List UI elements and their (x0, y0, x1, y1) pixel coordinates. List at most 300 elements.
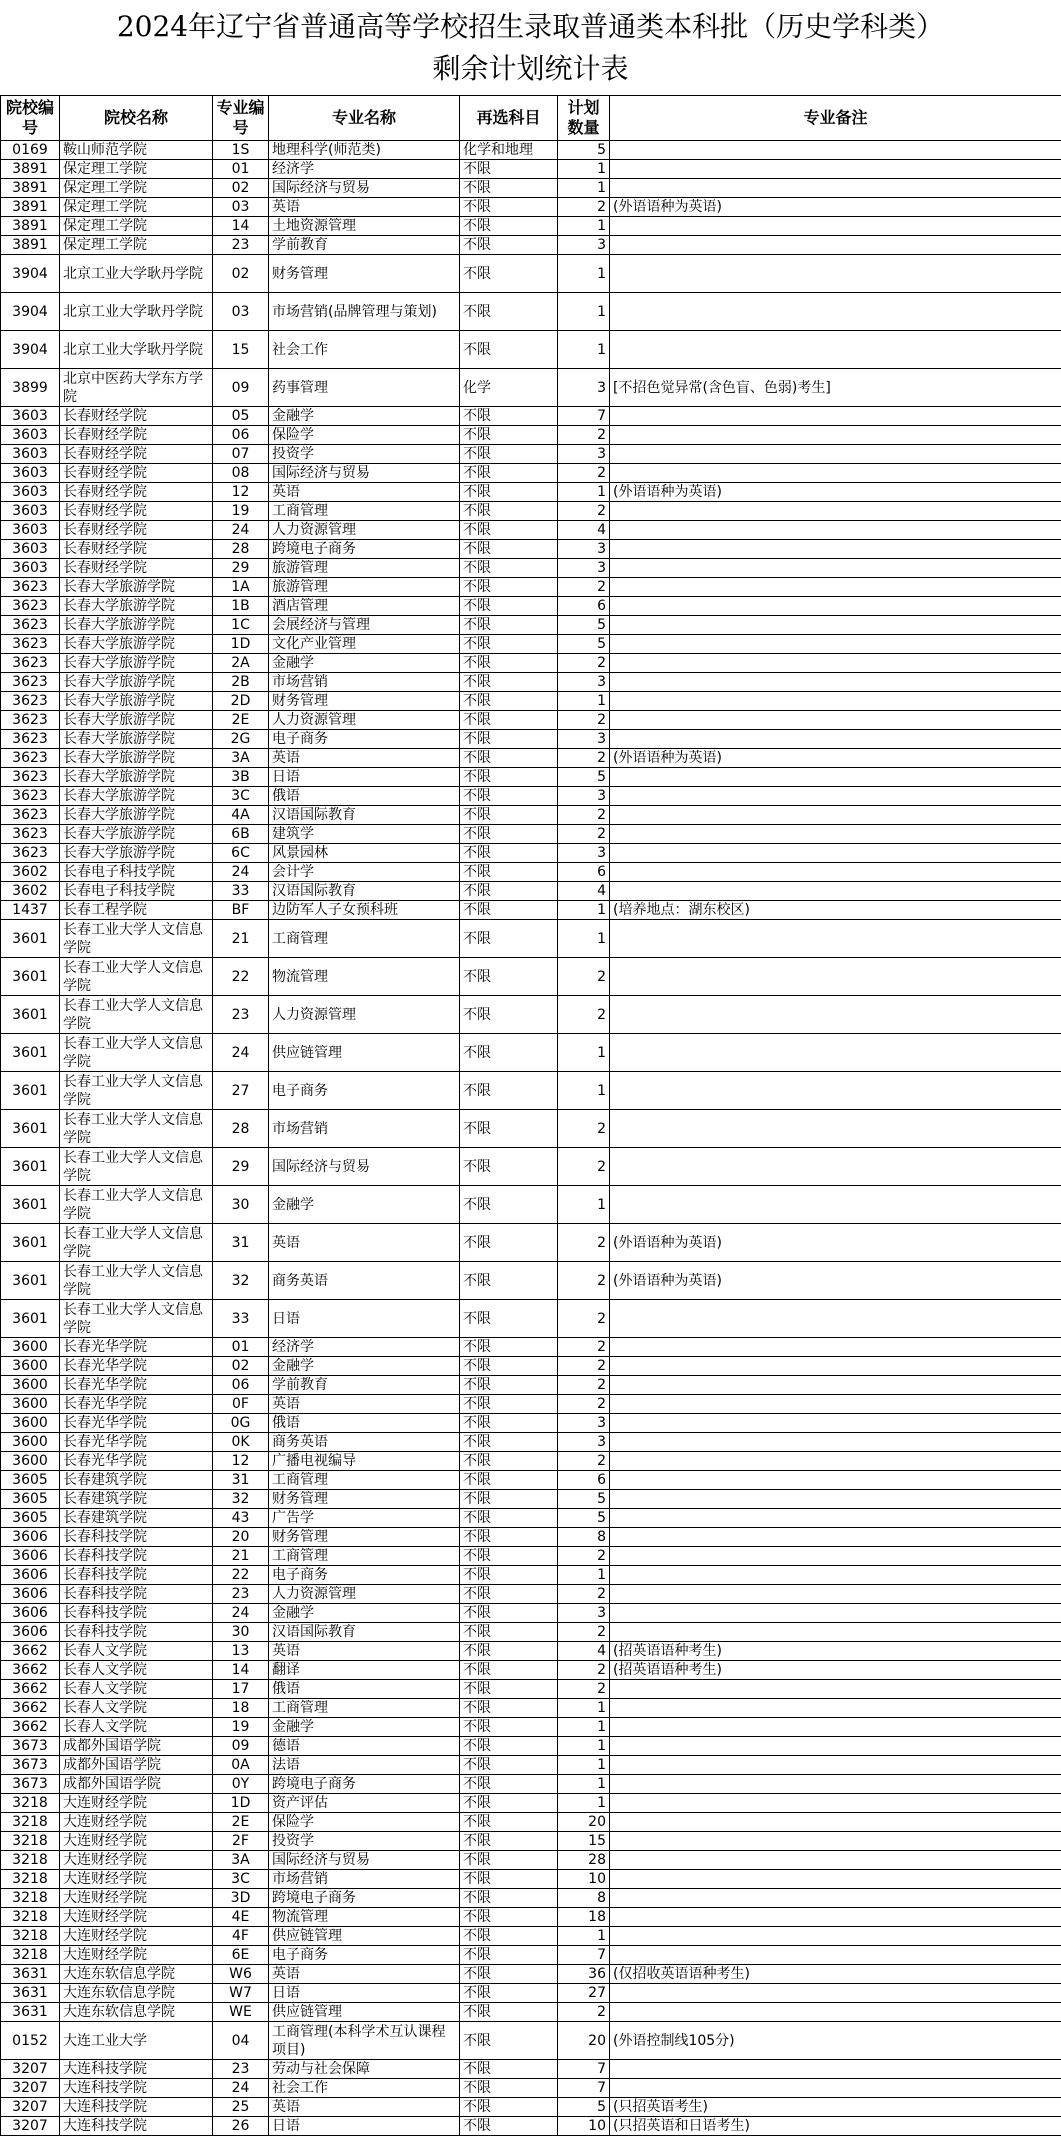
school-code-cell: 3623 (1, 768, 60, 787)
major-code-cell: 0K (213, 1433, 269, 1452)
school-name-cell: 长春科技学院 (60, 1566, 213, 1585)
remark-cell (610, 711, 1061, 730)
remark-cell (610, 2003, 1061, 2022)
remark-cell (610, 1148, 1061, 1186)
school-code-cell: 3600 (1, 1338, 60, 1357)
plan-count-cell: 3 (558, 559, 610, 578)
major-code-cell: 07 (213, 445, 269, 464)
school-name-cell: 长春工业大学人文信息学院 (60, 920, 213, 958)
major-name-cell: 边防军人子女预科班 (269, 901, 460, 920)
major-code-cell: 06 (213, 1376, 269, 1395)
school-code-cell: 3218 (1, 1832, 60, 1851)
school-name-cell: 成都外国语学院 (60, 1756, 213, 1775)
major-name-cell: 英语 (269, 1395, 460, 1414)
remark-cell (610, 787, 1061, 806)
table-row (1, 1756, 1061, 1775)
school-name-cell: 长春人文学院 (60, 1718, 213, 1737)
subject-cell: 不限 (460, 1490, 558, 1509)
table-row (1, 1604, 1061, 1623)
subject-cell: 不限 (460, 255, 558, 293)
remark-cell (610, 578, 1061, 597)
remark-cell (610, 1775, 1061, 1794)
subject-cell: 不限 (460, 1623, 558, 1642)
school-name-cell: 大连财经学院 (60, 1927, 213, 1946)
major-name-cell: 工商管理(本科学术互认课程项目) (269, 2022, 460, 2060)
major-code-cell: 1B (213, 597, 269, 616)
plan-count-cell: 1 (558, 1034, 610, 1072)
plan-count-cell: 5 (558, 635, 610, 654)
school-name-cell: 长春大学旅游学院 (60, 787, 213, 806)
school-code-cell: 3891 (1, 217, 60, 236)
subject-cell: 不限 (460, 483, 558, 502)
major-code-cell: 24 (213, 2079, 269, 2098)
subject-cell: 不限 (460, 198, 558, 217)
remark-cell: (外语语种为英语) (610, 198, 1061, 217)
remark-cell: (外语语种为英语) (610, 1224, 1061, 1262)
subject-cell: 不限 (460, 882, 558, 901)
remark-cell: (只招英语考生) (610, 2098, 1061, 2117)
plan-count-cell: 3 (558, 1604, 610, 1623)
school-code-cell: 3623 (1, 787, 60, 806)
subject-cell: 不限 (460, 1186, 558, 1224)
remark-cell (610, 654, 1061, 673)
remark-cell (610, 635, 1061, 654)
major-code-cell: 01 (213, 160, 269, 179)
school-name-cell: 大连财经学院 (60, 1851, 213, 1870)
major-code-cell: 24 (213, 1034, 269, 1072)
major-name-cell: 广告学 (269, 1509, 460, 1528)
school-name-cell: 长春财经学院 (60, 407, 213, 426)
major-name-cell: 旅游管理 (269, 578, 460, 597)
major-name-cell: 金融学 (269, 1604, 460, 1623)
remark-cell (610, 445, 1061, 464)
major-code-cell: 09 (213, 369, 269, 407)
plan-count-cell: 6 (558, 597, 610, 616)
major-code-cell: 29 (213, 559, 269, 578)
school-code-cell: 3601 (1, 1110, 60, 1148)
school-name-cell: 长春工业大学人文信息学院 (60, 1300, 213, 1338)
school-code-cell: 3662 (1, 1699, 60, 1718)
major-code-cell: 2D (213, 692, 269, 711)
plan-count-cell: 2 (558, 825, 610, 844)
major-name-cell: 汉语国际教育 (269, 882, 460, 901)
remark-cell: (招英语语种考生) (610, 1642, 1061, 1661)
plan-count-cell: 27 (558, 1984, 610, 2003)
school-code-cell: 3623 (1, 730, 60, 749)
school-name-cell: 大连财经学院 (60, 1908, 213, 1927)
school-code-cell: 3631 (1, 2003, 60, 2022)
major-code-cell: 33 (213, 882, 269, 901)
table-row (1, 1737, 1061, 1756)
major-name-cell: 供应链管理 (269, 1927, 460, 1946)
subject-cell: 不限 (460, 1927, 558, 1946)
subject-cell: 不限 (460, 2117, 558, 2136)
school-name-cell: 长春人文学院 (60, 1661, 213, 1680)
major-code-cell: 2G (213, 730, 269, 749)
school-code-cell: 3603 (1, 445, 60, 464)
header-major-code: 专业编号 (213, 96, 269, 141)
subject-cell: 不限 (460, 578, 558, 597)
school-code-cell: 3207 (1, 2079, 60, 2098)
school-name-cell: 长春财经学院 (60, 483, 213, 502)
subject-cell: 不限 (460, 2098, 558, 2117)
school-name-cell: 大连东软信息学院 (60, 1965, 213, 1984)
remark-cell (610, 293, 1061, 331)
remark-cell (610, 1794, 1061, 1813)
table-row (1, 901, 1061, 920)
major-name-cell: 英语 (269, 749, 460, 768)
major-name-cell: 物流管理 (269, 958, 460, 996)
school-name-cell: 大连财经学院 (60, 1794, 213, 1813)
table-body (1, 141, 1061, 2136)
school-name-cell: 长春光华学院 (60, 1376, 213, 1395)
table-row (1, 1471, 1061, 1490)
remark-cell (610, 1623, 1061, 1642)
subject-cell: 不限 (460, 1262, 558, 1300)
major-name-cell: 物流管理 (269, 1908, 460, 1927)
plan-count-cell: 1 (558, 483, 610, 502)
major-name-cell: 供应链管理 (269, 1034, 460, 1072)
school-code-cell: 3603 (1, 559, 60, 578)
school-code-cell: 3601 (1, 1224, 60, 1262)
remark-cell (610, 1718, 1061, 1737)
school-code-cell: 3606 (1, 1604, 60, 1623)
remark-cell (610, 2060, 1061, 2079)
remark-cell (610, 730, 1061, 749)
major-code-cell: 2E (213, 1813, 269, 1832)
major-code-cell: 24 (213, 521, 269, 540)
plan-count-cell: 3 (558, 236, 610, 255)
major-code-cell: 0G (213, 1414, 269, 1433)
school-name-cell: 长春科技学院 (60, 1547, 213, 1566)
table-row (1, 1680, 1061, 1699)
major-name-cell: 商务英语 (269, 1262, 460, 1300)
major-code-cell: 18 (213, 1699, 269, 1718)
table-row (1, 1832, 1061, 1851)
subject-cell: 不限 (460, 1737, 558, 1756)
school-code-cell: 3207 (1, 2098, 60, 2117)
remark-cell: (外语语种为英语) (610, 749, 1061, 768)
school-code-cell: 3600 (1, 1376, 60, 1395)
subject-cell: 不限 (460, 711, 558, 730)
school-code-cell: 3603 (1, 407, 60, 426)
school-code-cell: 3891 (1, 179, 60, 198)
plan-count-cell: 1 (558, 1775, 610, 1794)
table-row (1, 1623, 1061, 1642)
subject-cell: 不限 (460, 1357, 558, 1376)
plan-count-cell: 1 (558, 1072, 610, 1110)
title-line-1: 2024年辽宁省普通高等学校招生录取普通类本科批（历史学科类） (116, 10, 945, 43)
school-code-cell: 3606 (1, 1623, 60, 1642)
header-school-code: 院校编号 (1, 96, 60, 141)
plan-count-cell: 1 (558, 1186, 610, 1224)
major-code-cell: 21 (213, 920, 269, 958)
remark-cell (610, 1338, 1061, 1357)
major-code-cell: 32 (213, 1262, 269, 1300)
plan-count-cell: 2 (558, 1585, 610, 1604)
header-major-name: 专业名称 (269, 96, 460, 141)
school-name-cell: 长春财经学院 (60, 464, 213, 483)
table-row (1, 711, 1061, 730)
remark-cell (610, 1300, 1061, 1338)
major-name-cell: 会展经济与管理 (269, 616, 460, 635)
table-row (1, 844, 1061, 863)
major-name-cell: 跨境电子商务 (269, 540, 460, 559)
major-name-cell: 人力资源管理 (269, 1585, 460, 1604)
subject-cell: 不限 (460, 787, 558, 806)
remark-cell (610, 1756, 1061, 1775)
school-code-cell: 3673 (1, 1775, 60, 1794)
major-name-cell: 人力资源管理 (269, 996, 460, 1034)
major-code-cell: 31 (213, 1224, 269, 1262)
major-name-cell: 财务管理 (269, 692, 460, 711)
remark-cell (610, 1547, 1061, 1566)
table-row (1, 1395, 1061, 1414)
major-name-cell: 金融学 (269, 654, 460, 673)
table-row (1, 2022, 1061, 2060)
major-name-cell: 投资学 (269, 445, 460, 464)
plan-count-cell: 10 (558, 2117, 610, 2136)
plan-count-cell: 4 (558, 1642, 610, 1661)
subject-cell: 不限 (460, 1300, 558, 1338)
major-name-cell: 俄语 (269, 1680, 460, 1699)
school-name-cell: 长春大学旅游学院 (60, 730, 213, 749)
major-code-cell: 03 (213, 198, 269, 217)
major-code-cell: 24 (213, 863, 269, 882)
table-row (1, 1357, 1061, 1376)
table-row (1, 217, 1061, 236)
subject-cell: 不限 (460, 863, 558, 882)
plan-count-cell: 7 (558, 2060, 610, 2079)
table-row (1, 293, 1061, 331)
major-name-cell: 金融学 (269, 1357, 460, 1376)
table-row (1, 787, 1061, 806)
major-name-cell: 保险学 (269, 1813, 460, 1832)
remark-cell (610, 863, 1061, 882)
major-code-cell: 4A (213, 806, 269, 825)
major-code-cell: 3A (213, 1851, 269, 1870)
school-code-cell: 3602 (1, 863, 60, 882)
table-row (1, 1072, 1061, 1110)
plan-count-cell: 1 (558, 1927, 610, 1946)
table-row (1, 2098, 1061, 2117)
major-code-cell: 2E (213, 711, 269, 730)
remark-cell (610, 616, 1061, 635)
school-code-cell: 3623 (1, 654, 60, 673)
remark-cell (610, 1737, 1061, 1756)
plan-count-cell: 2 (558, 198, 610, 217)
table-row (1, 1509, 1061, 1528)
school-name-cell: 长春人文学院 (60, 1642, 213, 1661)
school-name-cell: 长春财经学院 (60, 502, 213, 521)
subject-cell: 不限 (460, 1148, 558, 1186)
major-code-cell: 02 (213, 1357, 269, 1376)
table-row (1, 597, 1061, 616)
major-code-cell: 23 (213, 236, 269, 255)
major-name-cell: 电子商务 (269, 1072, 460, 1110)
school-code-cell: 3601 (1, 1148, 60, 1186)
major-code-cell: 4E (213, 1908, 269, 1927)
major-name-cell: 市场营销(品牌管理与策划) (269, 293, 460, 331)
major-code-cell: 13 (213, 1642, 269, 1661)
subject-cell: 不限 (460, 559, 558, 578)
subject-cell: 不限 (460, 179, 558, 198)
table-row (1, 1870, 1061, 1889)
table-row (1, 483, 1061, 502)
subject-cell: 化学和地理 (460, 141, 558, 160)
subject-cell: 不限 (460, 768, 558, 787)
plan-count-cell: 2 (558, 1357, 610, 1376)
school-name-cell: 长春财经学院 (60, 521, 213, 540)
table-row (1, 996, 1061, 1034)
school-code-cell: 3605 (1, 1490, 60, 1509)
school-code-cell: 3623 (1, 711, 60, 730)
school-name-cell: 长春科技学院 (60, 1585, 213, 1604)
school-name-cell: 保定理工学院 (60, 160, 213, 179)
table-row (1, 1433, 1061, 1452)
subject-cell: 不限 (460, 1604, 558, 1623)
school-code-cell: 3600 (1, 1414, 60, 1433)
subject-cell: 不限 (460, 1642, 558, 1661)
subject-cell: 不限 (460, 1756, 558, 1775)
major-code-cell: 14 (213, 217, 269, 236)
school-code-cell: 3218 (1, 1870, 60, 1889)
school-code-cell: 3623 (1, 825, 60, 844)
table-row (1, 331, 1061, 369)
school-code-cell: 3218 (1, 1889, 60, 1908)
table-row (1, 1851, 1061, 1870)
remark-cell (610, 502, 1061, 521)
table-row (1, 236, 1061, 255)
table-row (1, 1452, 1061, 1471)
plan-count-cell: 2 (558, 1547, 610, 1566)
school-name-cell: 长春光华学院 (60, 1452, 213, 1471)
school-code-cell: 3904 (1, 293, 60, 331)
school-code-cell: 3601 (1, 1262, 60, 1300)
major-code-cell: 04 (213, 2022, 269, 2060)
major-name-cell: 供应链管理 (269, 2003, 460, 2022)
school-name-cell: 大连科技学院 (60, 2117, 213, 2136)
remark-cell (610, 1927, 1061, 1946)
plan-count-cell: 2 (558, 1680, 610, 1699)
school-code-cell: 3623 (1, 844, 60, 863)
major-code-cell: 15 (213, 331, 269, 369)
remark-cell (610, 1680, 1061, 1699)
major-code-cell: 26 (213, 2117, 269, 2136)
school-name-cell: 长春工业大学人文信息学院 (60, 1110, 213, 1148)
subject-cell: 不限 (460, 1452, 558, 1471)
school-name-cell: 保定理工学院 (60, 179, 213, 198)
school-code-cell: 3662 (1, 1661, 60, 1680)
school-name-cell: 鞍山师范学院 (60, 141, 213, 160)
school-name-cell: 长春工业大学人文信息学院 (60, 996, 213, 1034)
major-name-cell: 学前教育 (269, 1376, 460, 1395)
remark-cell (610, 1414, 1061, 1433)
plan-count-cell: 1 (558, 920, 610, 958)
subject-cell: 不限 (460, 1224, 558, 1262)
subject-cell: 不限 (460, 236, 558, 255)
subject-cell: 化学 (460, 369, 558, 407)
school-code-cell: 1437 (1, 901, 60, 920)
school-name-cell: 长春工业大学人文信息学院 (60, 1262, 213, 1300)
school-name-cell: 北京工业大学耿丹学院 (60, 293, 213, 331)
remark-cell: (招英语语种考生) (610, 1661, 1061, 1680)
subject-cell: 不限 (460, 806, 558, 825)
remark-cell (610, 1471, 1061, 1490)
major-name-cell: 汉语国际教育 (269, 806, 460, 825)
plan-count-cell: 5 (558, 768, 610, 787)
school-code-cell: 3631 (1, 1965, 60, 1984)
table-row (1, 426, 1061, 445)
plan-count-cell: 3 (558, 673, 610, 692)
school-code-cell: 3603 (1, 464, 60, 483)
major-name-cell: 学前教育 (269, 236, 460, 255)
major-name-cell: 社会工作 (269, 331, 460, 369)
subject-cell: 不限 (460, 1946, 558, 1965)
school-code-cell: 3623 (1, 616, 60, 635)
table-row (1, 635, 1061, 654)
school-code-cell: 0152 (1, 2022, 60, 2060)
subject-cell: 不限 (460, 521, 558, 540)
major-name-cell: 地理科学(师范类) (269, 141, 460, 160)
subject-cell: 不限 (460, 1775, 558, 1794)
major-name-cell: 电子商务 (269, 1946, 460, 1965)
subject-cell: 不限 (460, 1661, 558, 1680)
title-line-2: 剩余计划统计表 (432, 52, 629, 85)
subject-cell: 不限 (460, 692, 558, 711)
major-code-cell: 0Y (213, 1775, 269, 1794)
table-row (1, 1338, 1061, 1357)
major-name-cell: 广播电视编导 (269, 1452, 460, 1471)
subject-cell: 不限 (460, 426, 558, 445)
major-code-cell: 6E (213, 1946, 269, 1965)
major-code-cell: 33 (213, 1300, 269, 1338)
plan-count-cell: 1 (558, 217, 610, 236)
remark-cell (610, 426, 1061, 445)
remark-cell (610, 160, 1061, 179)
plan-count-cell: 2 (558, 654, 610, 673)
plan-count-cell: 3 (558, 1433, 610, 1452)
school-name-cell: 长春建筑学院 (60, 1509, 213, 1528)
table-row (1, 502, 1061, 521)
remark-cell (610, 1110, 1061, 1148)
school-code-cell: 3891 (1, 198, 60, 217)
school-code-cell: 3600 (1, 1395, 60, 1414)
major-code-cell: 2F (213, 1832, 269, 1851)
plan-count-cell: 2 (558, 1148, 610, 1186)
school-code-cell: 3606 (1, 1566, 60, 1585)
plan-table (0, 95, 1061, 2136)
major-name-cell: 工商管理 (269, 502, 460, 521)
school-name-cell: 大连工业大学 (60, 2022, 213, 2060)
school-name-cell: 长春工业大学人文信息学院 (60, 1148, 213, 1186)
major-code-cell: 24 (213, 1604, 269, 1623)
major-code-cell: 31 (213, 1471, 269, 1490)
major-name-cell: 工商管理 (269, 1471, 460, 1490)
subject-cell: 不限 (460, 1851, 558, 1870)
major-code-cell: 2A (213, 654, 269, 673)
subject-cell: 不限 (460, 1813, 558, 1832)
school-name-cell: 长春工业大学人文信息学院 (60, 1186, 213, 1224)
school-code-cell: 3662 (1, 1642, 60, 1661)
table-row (1, 673, 1061, 692)
remark-cell (610, 559, 1061, 578)
table-row (1, 2003, 1061, 2022)
major-code-cell: WE (213, 2003, 269, 2022)
major-code-cell: 1D (213, 635, 269, 654)
school-code-cell: 3603 (1, 540, 60, 559)
school-name-cell: 大连财经学院 (60, 1889, 213, 1908)
